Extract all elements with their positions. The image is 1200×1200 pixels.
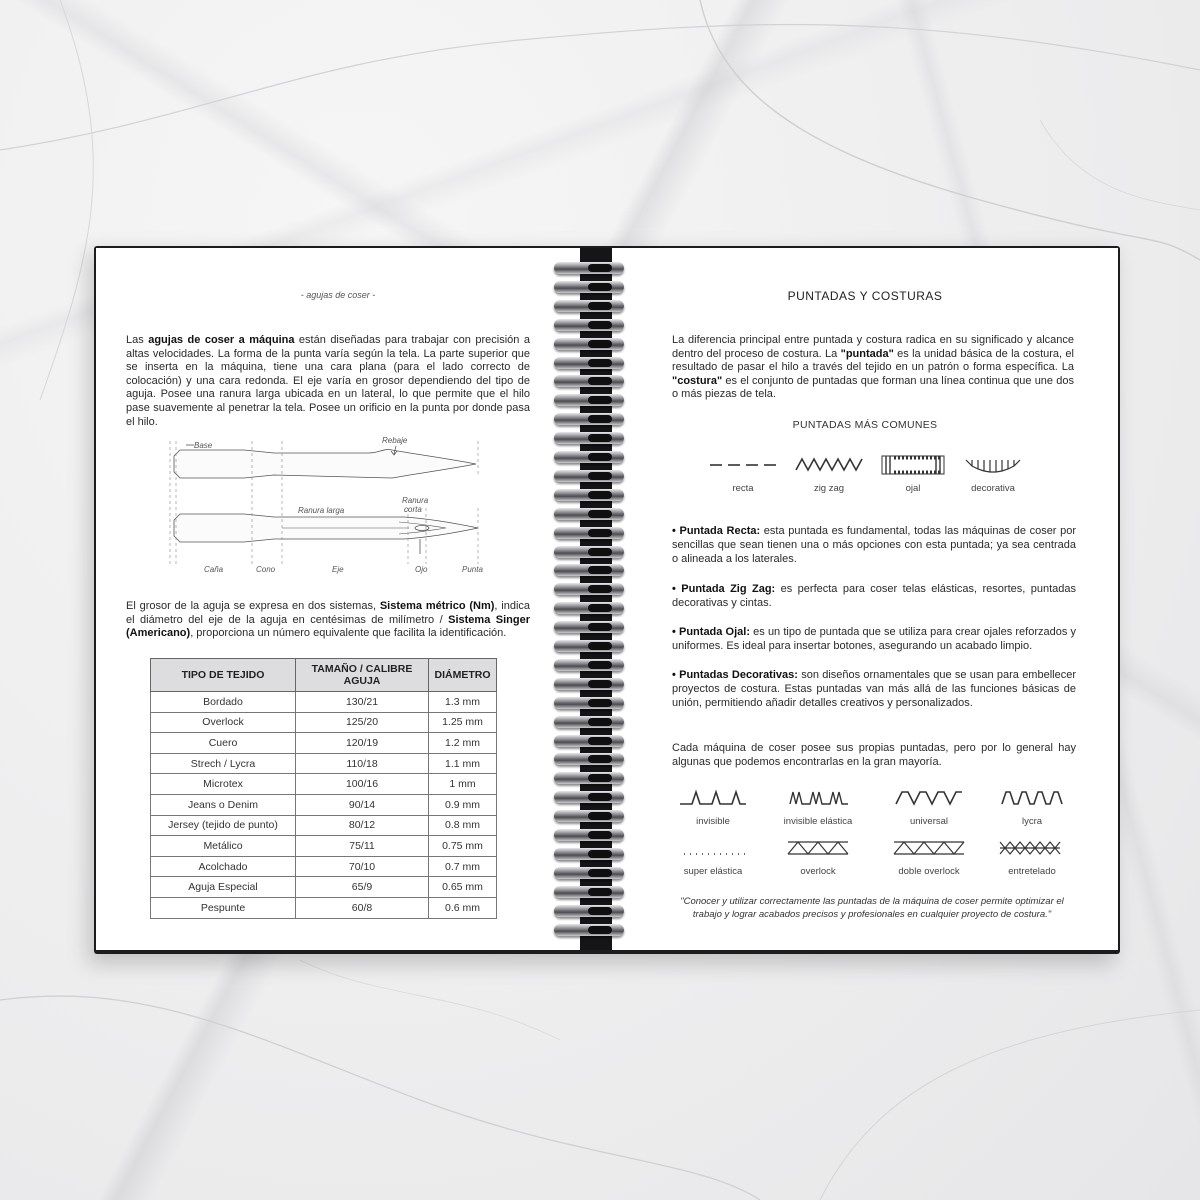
- bullet-text: es un tipo de puntada que se utiliza para crear ojales reforzados y uniformes. Es ideal para insertar botones, asegurando un acabado limpio.: [672, 626, 1077, 652]
- table-header-row: [151, 659, 497, 692]
- table-row: [151, 877, 497, 898]
- bullet-title: • Puntada Recta:: [672, 525, 761, 537]
- coil-ring: [554, 300, 624, 312]
- page-title: PUNTADAS Y COSTURAS: [787, 289, 943, 303]
- table-cell: 80/12: [296, 815, 429, 836]
- spiral-binding: [554, 262, 624, 942]
- coil-ring: [554, 602, 624, 614]
- coil-ring: [554, 848, 624, 860]
- table-cell: 1.25 mm: [429, 712, 497, 733]
- table-cell: 120/19: [296, 733, 429, 754]
- table-header: TAMAÑO / CALIBRE AGUJA: [296, 659, 429, 692]
- table-cell: Jersey (tejido de punto): [151, 815, 296, 836]
- stitch-label: doble overlock: [898, 866, 960, 877]
- table-cell: Metálico: [151, 836, 296, 857]
- machine-stitches-diagram: [672, 782, 1082, 882]
- bullet-recta: [672, 524, 1076, 566]
- coil-ring: [554, 924, 624, 936]
- stitch-zigzag-icon: [796, 459, 862, 470]
- text-span: , proporciona un número equivalente que facilita la identificación.: [190, 627, 507, 640]
- running-head: - agujas de coser -: [300, 290, 376, 300]
- coil-ring: [554, 319, 624, 331]
- table-cell: Cuero: [151, 733, 296, 754]
- table-row: [151, 815, 497, 836]
- coil-ring: [554, 508, 624, 520]
- stitch-invisible-elastica-icon: [790, 792, 848, 804]
- coil-ring: [554, 527, 624, 539]
- label-ojo: Ojo: [415, 565, 428, 574]
- table-row: [151, 733, 497, 754]
- stitch-decorativa-icon: [966, 460, 1020, 472]
- bullet-text: son diseños ornamentales que se usan para embellecer proyectos de costura. Estas puntadas van más allá de las funciones básicas de unión, permitiendo añadir detalles creativos y personalizados.: [672, 669, 1076, 709]
- label-punta: Punta: [462, 565, 483, 574]
- text-span: , indica el diámetro del eje de la aguja en centésimas de milímetro /: [126, 600, 530, 626]
- needle-intro-paragraph: [126, 334, 530, 429]
- closing-quote: "Conocer y utilizar correctamente las puntadas de la máquina de coser permite optimizar el trabajo y lograr acabados precisos y profesionales en cualquier proyecto de costura.": [680, 896, 1064, 920]
- bold-term: Sistema Singer (Americano): [126, 613, 530, 640]
- coil-ring: [554, 791, 624, 803]
- table-cell: 0.9 mm: [429, 794, 497, 815]
- stitch-label: zig zag: [813, 483, 845, 494]
- coil-ring: [554, 621, 624, 633]
- table-row: [151, 712, 497, 733]
- coil-ring: [554, 678, 624, 690]
- coil-ring: [554, 375, 624, 387]
- table-row: [151, 836, 497, 857]
- coil-ring: [554, 829, 624, 841]
- table-cell: 0.7 mm: [429, 856, 497, 877]
- coil-ring: [554, 716, 624, 728]
- bullet-text: es perfecta para coser telas elásticas, resortes, puntadas decorativas y cintas.: [672, 583, 1076, 609]
- needle-size-table: [150, 658, 497, 919]
- coil-ring: [554, 338, 624, 350]
- bullet-title: • Puntada Ojal:: [672, 626, 751, 638]
- coil-ring: [554, 546, 624, 558]
- grosor-paragraph: [126, 600, 530, 641]
- coil-ring: [554, 697, 624, 709]
- coil-ring: [554, 262, 624, 274]
- coil-ring: [554, 489, 624, 501]
- coil-ring: [554, 772, 624, 784]
- stitch-overlock-icon: [788, 842, 848, 854]
- table-header: DIÁMETRO: [429, 659, 497, 692]
- coil-ring: [554, 564, 624, 576]
- table-cell: 0.65 mm: [429, 877, 497, 898]
- stitch-label: decorativa: [971, 483, 1015, 494]
- coil-ring: [554, 753, 624, 765]
- table-row: [151, 856, 497, 877]
- label-rebaje: Rebaje: [382, 436, 408, 445]
- stitch-entretelado-icon: [1000, 842, 1060, 854]
- bold-term: "puntada": [840, 347, 894, 360]
- left-page: [96, 248, 580, 950]
- common-stitches-diagram: [702, 448, 1042, 498]
- stitch-label: recta: [732, 483, 754, 494]
- table-cell: 130/21: [296, 692, 429, 713]
- table-cell: Pespunte: [151, 897, 296, 918]
- bullet-decorativas: [672, 668, 1076, 710]
- coil-ring: [554, 640, 624, 652]
- common-stitches-title: PUNTADAS MÁS COMUNES: [792, 419, 938, 431]
- coil-ring: [554, 905, 624, 917]
- label-cana: Caña: [204, 565, 224, 574]
- text-span: es el conjunto de puntadas que forman una línea continua que une dos o más piezas de tela.: [672, 374, 1074, 401]
- stitch-lycra-icon: [1002, 792, 1062, 804]
- table-cell: 1.1 mm: [429, 753, 497, 774]
- table-cell: 60/8: [296, 897, 429, 918]
- coil-ring: [554, 357, 624, 369]
- coil-ring: [554, 659, 624, 671]
- text-span: Las: [126, 334, 149, 346]
- coil-ring: [554, 432, 624, 444]
- stitch-invisible-icon: [680, 792, 746, 804]
- coil-ring: [554, 583, 624, 595]
- stitch-label: overlock: [800, 866, 836, 877]
- label-cono: Cono: [256, 565, 276, 574]
- text-span: El grosor de la aguja se expresa en dos sistemas,: [126, 600, 380, 612]
- table-cell: 0.6 mm: [429, 897, 497, 918]
- label-ranura: Ranura: [402, 496, 429, 505]
- table-cell: Aguja Especial: [151, 877, 296, 898]
- table-cell: 1 mm: [429, 774, 497, 795]
- stitch-label: lycra: [1021, 816, 1043, 827]
- table-cell: Jeans o Denim: [151, 794, 296, 815]
- table-cell: Strech / Lycra: [151, 753, 296, 774]
- coil-ring: [554, 867, 624, 879]
- text-span: están diseñadas para trabajar con precisión a altas velocidades. La forma de la punta varía según la tela. La parte superior que se inserta en la máquina, tiene una cara plana (para el lado correcto de colocación) y una cara redonda. El eje varía en grosor dependiendo del tipo de aguja. Posee una ranura larga ubicada en un lateral, lo que permite que el hilo pase suavemente al penetrar la tela. Posee un orificio en la punta por donde pasa el hilo.: [126, 334, 530, 428]
- bold-term: agujas de coser a máquina: [148, 334, 295, 346]
- text-span: es la unidad básica de la costura, el resultado de pasar el hilo a través del tejido en un patrón o forma específica. La: [672, 347, 1074, 374]
- bullet-zigzag: [672, 582, 1076, 610]
- table-cell: 65/9: [296, 877, 429, 898]
- bullet-title: • Puntadas Decorativas:: [672, 669, 798, 681]
- table-row: [151, 794, 497, 815]
- label-ranura-larga: Ranura larga: [298, 506, 345, 515]
- table-cell: 110/18: [296, 753, 429, 774]
- table-cell: Microtex: [151, 774, 296, 795]
- table-cell: 125/20: [296, 712, 429, 733]
- stitch-label: invisible elástica: [783, 816, 853, 827]
- stitch-label: invisible: [696, 816, 730, 827]
- stitch-label: super elástica: [683, 866, 743, 877]
- right-page: [612, 248, 1118, 950]
- closing-paragraph: Cada máquina de coser posee sus propias puntadas, pero por lo general hay algunas que podemos encontrarlas en la gran mayoría.: [672, 742, 1076, 768]
- table-row: [151, 692, 497, 713]
- bold-term: "costura": [672, 374, 723, 387]
- stitch-label: universal: [909, 816, 949, 827]
- coil-ring: [554, 394, 624, 406]
- coil-ring: [554, 810, 624, 822]
- bullet-text: esta puntada es fundamental, todas las máquinas de coser por sencillas que sean tienen una o más opciones con esta puntada; ya sea centrada o alineada a los laterales.: [672, 525, 1077, 565]
- text-span: La diferencia principal entre puntada y costura radica en su significado y alcance dentro del proceso de costura. La: [672, 334, 1074, 360]
- table-row: [151, 774, 497, 795]
- coil-ring: [554, 281, 624, 293]
- coil-ring: [554, 413, 624, 425]
- bullet-title: • Puntada Zig Zag:: [672, 583, 776, 595]
- table-cell: 0.8 mm: [429, 815, 497, 836]
- coil-ring: [554, 886, 624, 898]
- coil-ring: [554, 470, 624, 482]
- table-cell: Acolchado: [151, 856, 296, 877]
- table-row: [151, 753, 497, 774]
- needle-diagram: [164, 436, 504, 581]
- table-cell: 90/14: [296, 794, 429, 815]
- stitch-doble-overlock-icon: [894, 842, 964, 854]
- stitches-intro-paragraph: [672, 334, 1074, 402]
- table-cell: 70/10: [296, 856, 429, 877]
- label-corta: corta: [404, 505, 422, 514]
- stitch-label: entretelado: [1008, 866, 1056, 877]
- stitch-label: ojal: [905, 483, 921, 494]
- table-cell: 1.2 mm: [429, 733, 497, 754]
- table-cell: 0.75 mm: [429, 836, 497, 857]
- bold-term: Sistema métrico (Nm): [379, 600, 495, 612]
- table-cell: Overlock: [151, 712, 296, 733]
- table-cell: Bordado: [151, 692, 296, 713]
- table-cell: 75/11: [296, 836, 429, 857]
- label-base: Base: [194, 441, 213, 450]
- coil-ring: [554, 735, 624, 747]
- table-header: TIPO DE TEJIDO: [151, 659, 296, 692]
- table-cell: 1.3 mm: [429, 692, 497, 713]
- label-eje: Eje: [332, 565, 344, 574]
- table-row: [151, 897, 497, 918]
- stitch-ojal-icon: [882, 456, 944, 474]
- coil-ring: [554, 451, 624, 463]
- stitch-universal-icon: [896, 792, 962, 804]
- table-cell: 100/16: [296, 774, 429, 795]
- bullet-ojal: [672, 625, 1076, 653]
